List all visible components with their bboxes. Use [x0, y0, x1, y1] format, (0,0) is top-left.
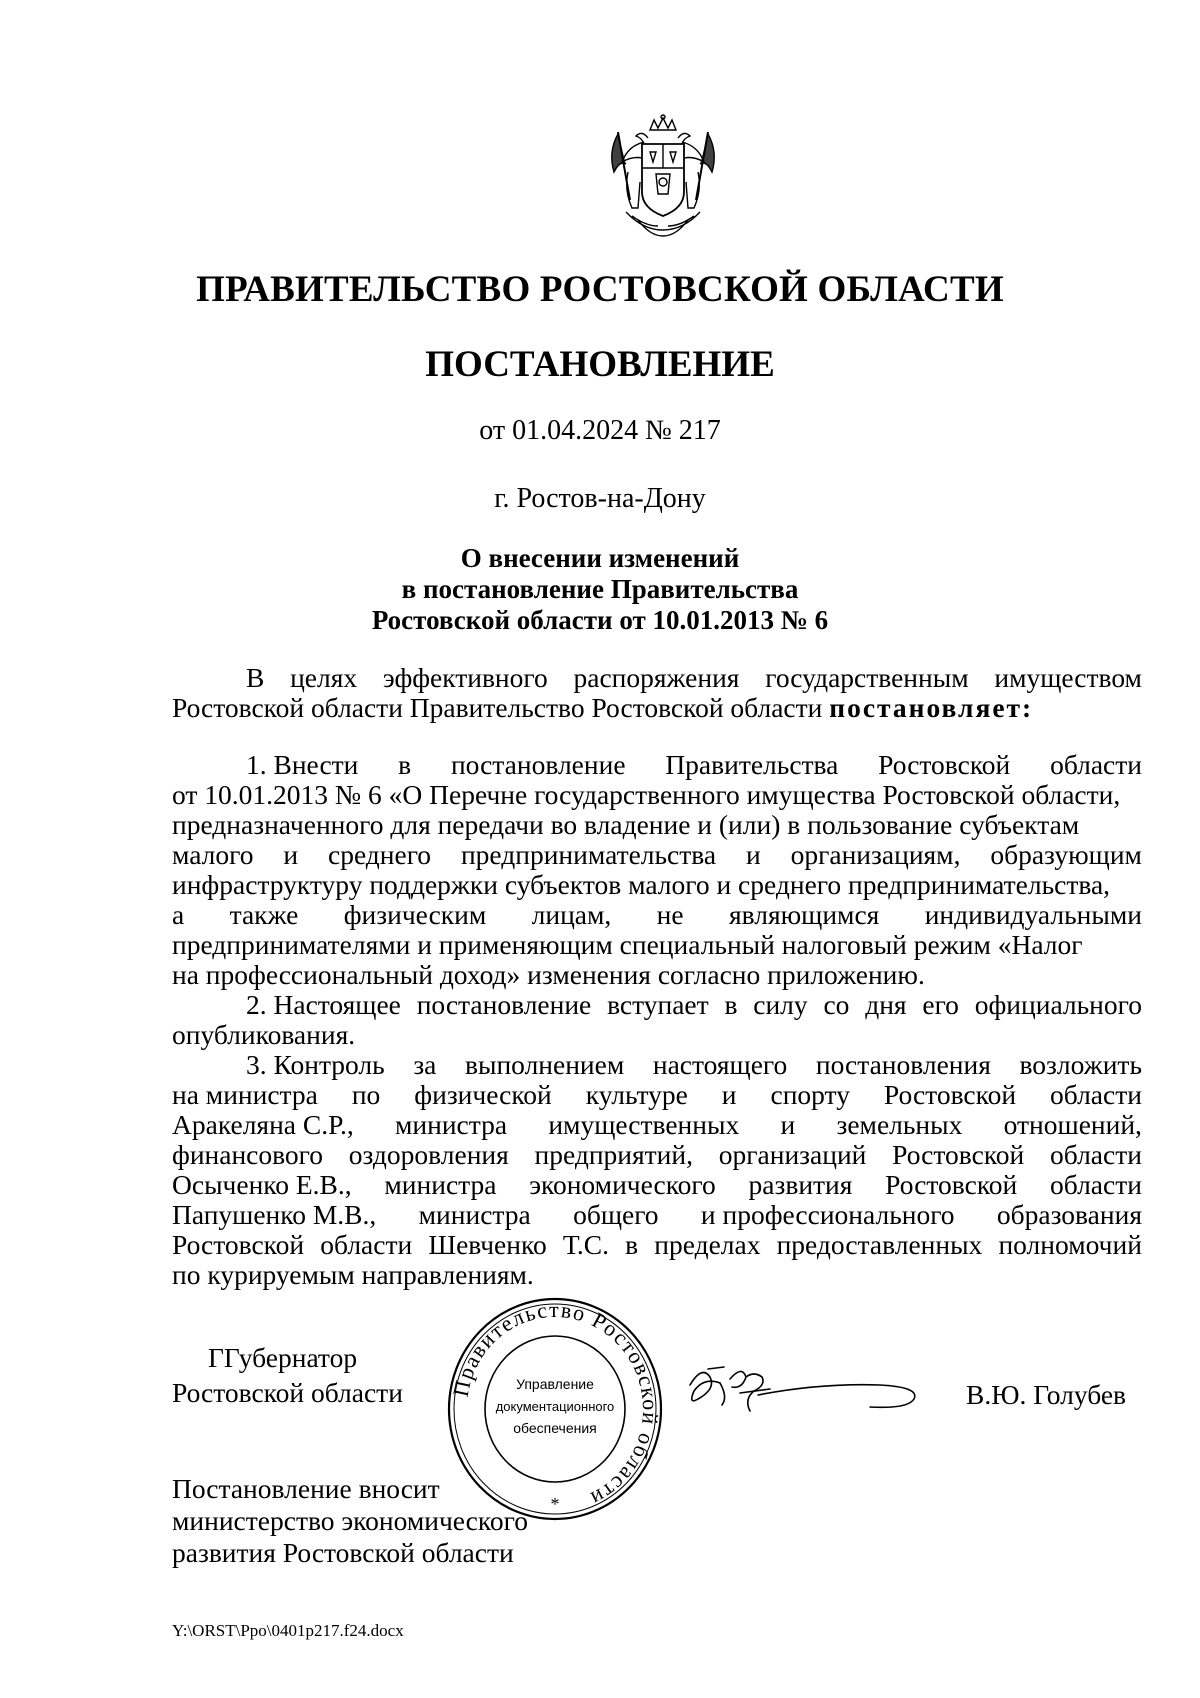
word: и	[780, 1109, 796, 1140]
clause-text: на профессиональный доход» изменения согласно приложению.	[172, 959, 925, 990]
word: а	[172, 899, 185, 930]
word: предпринимательства	[460, 839, 717, 870]
word: малого	[172, 839, 254, 870]
clause-3-line-2	[172, 1080, 1142, 1110]
document-body	[172, 663, 1142, 1290]
word: в	[625, 1229, 639, 1260]
clause-text: инфраструктуру поддержки субъектов малого и среднего предпринимательства,	[172, 869, 1111, 900]
rostov-oblast-coat-of-arms-icon	[598, 112, 728, 242]
word: общего	[573, 1199, 659, 1230]
word: министра	[418, 1199, 531, 1230]
clause-1-line-6	[172, 900, 1142, 930]
clause-2-line-2	[172, 1020, 1142, 1050]
word: настоящего	[652, 1049, 788, 1080]
clause-1-line-5	[172, 870, 1142, 900]
subject-line: О внесении изменений	[460, 543, 740, 573]
submitter-line: Постановление вносит	[172, 1473, 440, 1504]
word: и	[283, 839, 299, 870]
word: силу	[753, 989, 808, 1020]
subject-line: Ростовской области от 10.01.2013 № 6	[371, 605, 829, 635]
word: среднего	[327, 839, 432, 870]
resolves-keyword: постановляет:	[829, 692, 1034, 723]
word: земельных	[836, 1109, 963, 1140]
clause-text: опубликования.	[172, 1019, 356, 1050]
word: Аракеляна С.Р.,	[172, 1109, 354, 1140]
document-date-number: от 01.04.2024 № 217	[479, 415, 721, 446]
word: эффективного	[382, 662, 548, 693]
subject-line: в постановление Правительства	[401, 574, 799, 604]
word: со	[823, 989, 850, 1020]
word: дня	[865, 989, 907, 1020]
word: Шевченко	[428, 1229, 547, 1260]
word: Ростовской	[892, 1139, 1025, 1170]
preamble-text: Ростовской области Правительство Ростовской области	[172, 692, 823, 723]
word: физической	[414, 1079, 552, 1110]
preamble-line-2	[172, 693, 1142, 723]
word: лицам,	[531, 899, 612, 930]
clause-text: предназначенного для передачи во владение и (или) в пользование субъектам	[172, 809, 1080, 840]
word: образования	[996, 1199, 1142, 1230]
document-subject	[0, 543, 1200, 636]
word: экономического	[529, 1169, 716, 1200]
clause-text: от 10.01.2013 № 6 «О Перечне государственного имущества Ростовской области,	[172, 779, 1121, 810]
word: министра	[384, 1169, 497, 1200]
document-city: г. Ростов-на-Дону	[494, 483, 706, 514]
word: образующим	[990, 839, 1142, 870]
svg-text:*: *	[550, 1494, 560, 1514]
word: официального	[974, 989, 1142, 1020]
word: культуре	[585, 1079, 688, 1110]
clause-3-line-6	[172, 1200, 1142, 1230]
file-path-footer: Y:\ORST\Ppo\0401p217.f24.docx	[172, 1621, 404, 1640]
word: его	[922, 989, 959, 1020]
word: Ростовской	[172, 1229, 305, 1260]
word: физическим	[343, 899, 487, 930]
word: возложить	[1019, 1049, 1142, 1080]
word: В	[246, 662, 265, 693]
word: на министра	[172, 1079, 318, 1110]
seal-inner-line: обеспечения	[513, 1420, 597, 1436]
submitter-line: министерство экономического	[172, 1505, 528, 1536]
word: оздоровления	[348, 1139, 509, 1170]
clause-3-line-3	[172, 1110, 1142, 1140]
preamble-line-1	[172, 663, 1142, 693]
word: распоряжения	[573, 662, 740, 693]
word: предоставленных	[776, 1229, 983, 1260]
word: области	[1050, 1139, 1142, 1170]
word: области	[320, 1229, 413, 1260]
submitter-block	[172, 1473, 528, 1569]
word: являющимся	[728, 899, 880, 930]
word: спорту	[770, 1079, 850, 1110]
clause-3-line-7	[172, 1230, 1142, 1260]
word: государственным	[765, 662, 969, 693]
clause-1-line-1	[172, 750, 1142, 780]
organization-title: ПРАВИТЕЛЬСТВО РОСТОВСКОЙ ОБЛАСТИ	[196, 269, 1004, 310]
clause-3-line-4	[172, 1140, 1142, 1170]
clause-1-line-8	[172, 960, 1142, 990]
governor-region-label: Ростовской области	[172, 1377, 403, 1408]
governor-label: ГГубернатор	[208, 1342, 358, 1373]
word: также	[229, 899, 299, 930]
word: финансового	[172, 1139, 324, 1170]
word: имущественных	[548, 1109, 740, 1140]
word: имуществом	[994, 662, 1142, 693]
clause-text: предпринимателями и применяющим специальный налоговый режим «Налог	[172, 929, 1083, 960]
word: 3. Контроль	[246, 1049, 385, 1080]
word: Папушенко М.В.,	[172, 1199, 377, 1230]
word: вступает	[607, 989, 709, 1020]
clause-1-line-4	[172, 840, 1142, 870]
clause-3-line-5	[172, 1170, 1142, 1200]
clause-3-line-1	[172, 1050, 1142, 1080]
clause-2-line-1	[172, 990, 1142, 1020]
word: целях	[290, 662, 358, 693]
word: постановление	[450, 749, 626, 780]
word: и	[721, 1079, 737, 1110]
word: в	[724, 989, 738, 1020]
word: за	[413, 1049, 437, 1080]
word: по	[351, 1079, 381, 1110]
word: Ростовской	[883, 1079, 1017, 1110]
word: области	[1050, 1079, 1142, 1110]
clause-1-line-3	[172, 810, 1142, 840]
word: постановление	[416, 989, 592, 1020]
clause-3-line-8	[172, 1260, 1142, 1290]
seal-inner-line: документационного	[495, 1399, 615, 1414]
seal-outer-text: Правительство Ростовской области	[447, 1296, 664, 1513]
word: организациям,	[790, 839, 961, 870]
word: Т.С.	[562, 1229, 609, 1260]
clause-text: по курируемым направлениям.	[172, 1259, 534, 1290]
clause-1-line-2	[172, 780, 1142, 810]
document-type: ПОСТАНОВЛЕНИЕ	[425, 344, 775, 385]
seal-inner-line: Управление	[516, 1376, 594, 1392]
word: организаций	[718, 1139, 867, 1170]
word: предприятий,	[534, 1139, 693, 1170]
word: полномочий	[998, 1229, 1142, 1260]
word: 1. Внести	[246, 749, 359, 780]
word: Ростовской	[885, 1169, 1018, 1200]
word: выполнением	[465, 1049, 625, 1080]
handwritten-signature-icon	[680, 1355, 930, 1425]
word: в	[398, 749, 412, 780]
word: 2. Настоящее	[246, 989, 401, 1020]
governor-name: В.Ю. Голубев	[966, 1379, 1127, 1410]
word: области	[1050, 749, 1142, 780]
word: и профессионального	[700, 1199, 955, 1230]
word: области	[1050, 1169, 1142, 1200]
word: Ростовской	[878, 749, 1011, 780]
submitter-line: развития Ростовской области	[172, 1537, 514, 1568]
word: развития	[748, 1169, 853, 1200]
word: пределах	[654, 1229, 761, 1260]
word: Осыченко Е.В.,	[172, 1169, 352, 1200]
word: постановления	[815, 1049, 991, 1080]
word: отношений,	[1003, 1109, 1142, 1140]
word: и	[746, 839, 761, 870]
word: индивидуальными	[924, 899, 1142, 930]
word: не	[656, 899, 684, 930]
word: министра	[394, 1109, 508, 1140]
clause-1-line-7	[172, 930, 1142, 960]
word: Правительства	[665, 749, 839, 780]
